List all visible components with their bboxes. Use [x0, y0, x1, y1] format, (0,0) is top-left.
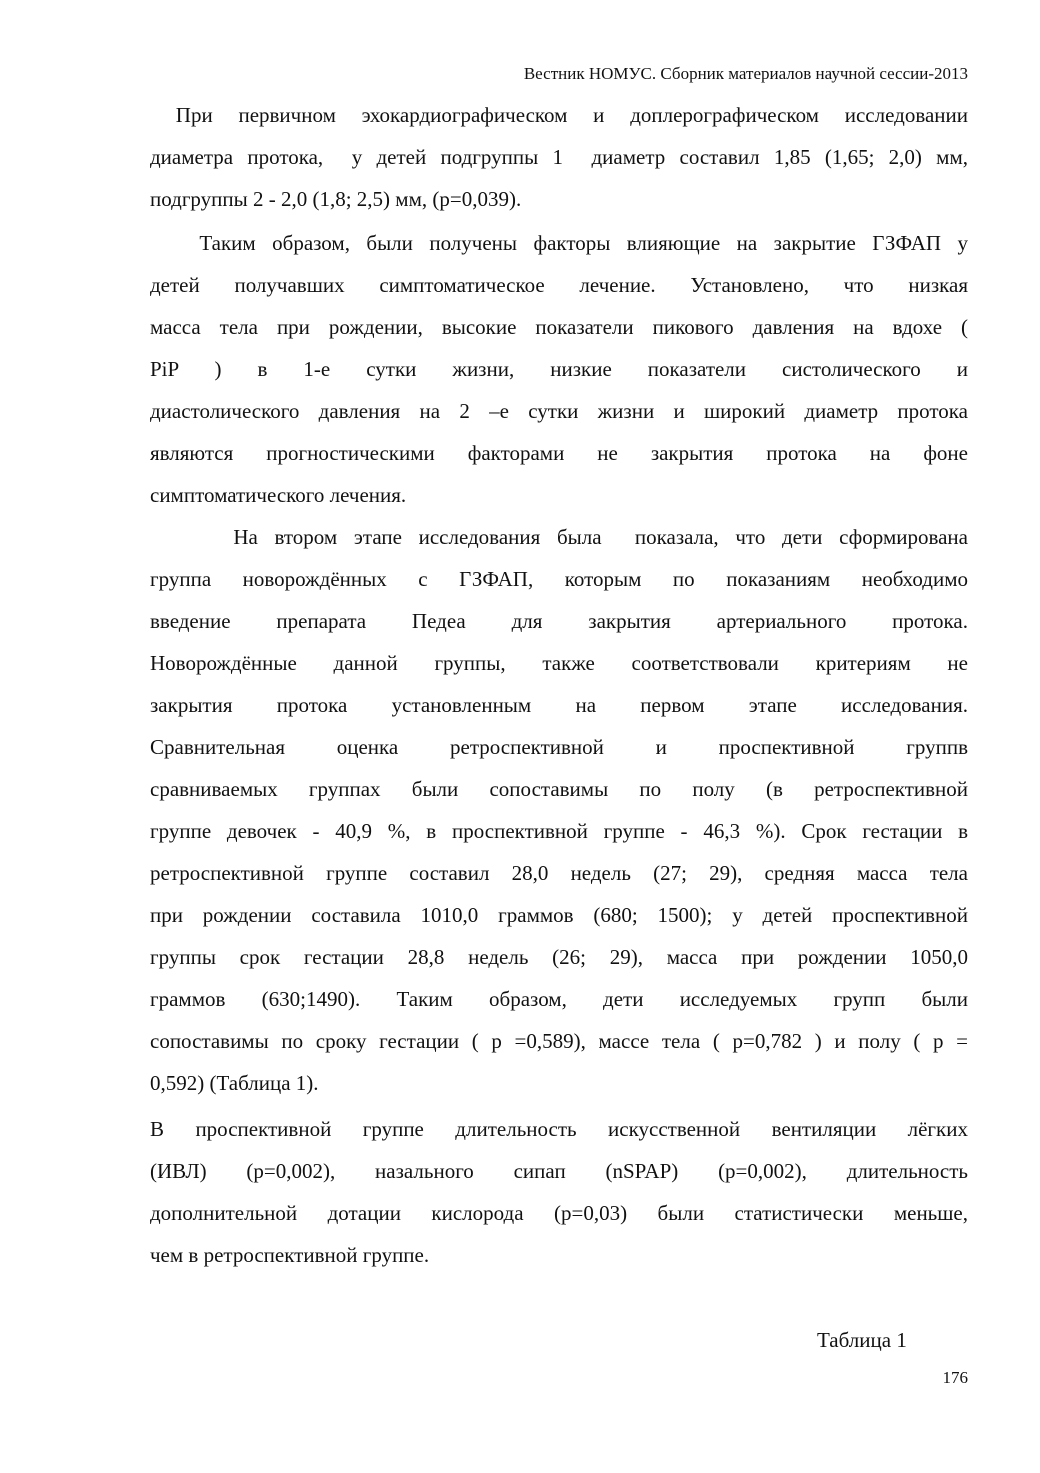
text-line: введение препарата Педеа для закрытия артериального протока. — [150, 609, 968, 633]
text-line: ретроспективной группе составил 28,0 недель (27; 29), средняя масса тела — [150, 861, 968, 885]
text-line: диастолического давления на 2 –е сутки жизни и широкий диаметр протока — [150, 399, 968, 423]
page-number: 176 — [942, 1368, 968, 1387]
text-line: симптоматического лечения. — [150, 483, 407, 507]
text-line: (ИВЛ) (р=0,002), назального сипап (nSPAP) (р=0,002), длительность — [150, 1159, 968, 1183]
text-line: диаметра протока, у детей подгруппы 1 диаметр составил 1,85 (1,65; 2,0) мм, — [150, 145, 968, 169]
text-line: подгруппы 2 - 2,0 (1,8; 2,5) мм, (р=0,039). — [150, 187, 522, 211]
text-line: являются прогностическими факторами не закрытия протока на фоне — [150, 441, 968, 465]
text-line: группе девочек - 40,9 %, в проспективной группе - 46,3 %). Срок гестации в — [150, 819, 968, 843]
text-line: детей получавших симптоматическое лечение. Установлено, что низкая — [150, 273, 968, 297]
text-line: сопоставимы по сроку гестации ( р =0,589), массе тела ( р=0,782 ) и полу ( р = — [150, 1029, 968, 1053]
article-text-block-1 — [150, 94, 968, 220]
journal-header: Вестник НОМУС. Сборник материалов научной сессии-2013 — [523, 64, 968, 83]
text-line: Новорождённые данной группы, также соответствовали критериям не — [150, 651, 968, 675]
text-line: PiP ) в 1-е сутки жизни, низкие показатели систолического и — [150, 357, 968, 381]
text-line: масса тела при рождении, высокие показатели пикового давления на вдохе ( — [150, 315, 968, 339]
text-line: чем в ретроспективной группе. — [150, 1243, 430, 1267]
text-line: группа новорождённых с ГЗФАП, которым по показаниям необходимо — [150, 567, 968, 591]
text-line: при рождении составила 1010,0 граммов (680; 1500); у детей проспективной — [150, 903, 968, 927]
text-line: сравниваемых группах были сопоставимы по полу (в ретроспективной — [150, 777, 968, 801]
text-line: На втором этапе исследования была показала, что дети сформирована — [150, 525, 968, 549]
table-caption: Таблица 1 — [817, 1328, 907, 1352]
article-text-block-4 — [150, 1108, 968, 1276]
text-line: группы срок гестации 28,8 недель (26; 29), масса при рождении 1050,0 — [150, 945, 968, 969]
text-line: 0,592) (Таблица 1). — [150, 1071, 319, 1095]
article-text-block-2 — [150, 222, 968, 516]
article-text-block-3 — [150, 516, 968, 1104]
text-line: дополнительной дотации кислорода (р=0,03) были статистически меньше, — [150, 1201, 968, 1225]
text-line: При первичном эхокардиографическом и доплерографическом исследовании — [150, 103, 968, 127]
text-line: В проспективной группе длительность искусственной вентиляции лёгких — [150, 1117, 968, 1141]
text-line: Сравнительная оценка ретроспективной и проспективной группв — [150, 735, 968, 759]
text-line: закрытия протока установленным на первом этапе исследования. — [150, 693, 968, 717]
text-line: Таким образом, были получены факторы влияющие на закрытие ГЗФАП у — [150, 231, 968, 255]
text-line: граммов (630;1490). Таким образом, дети исследуемых групп были — [150, 987, 968, 1011]
